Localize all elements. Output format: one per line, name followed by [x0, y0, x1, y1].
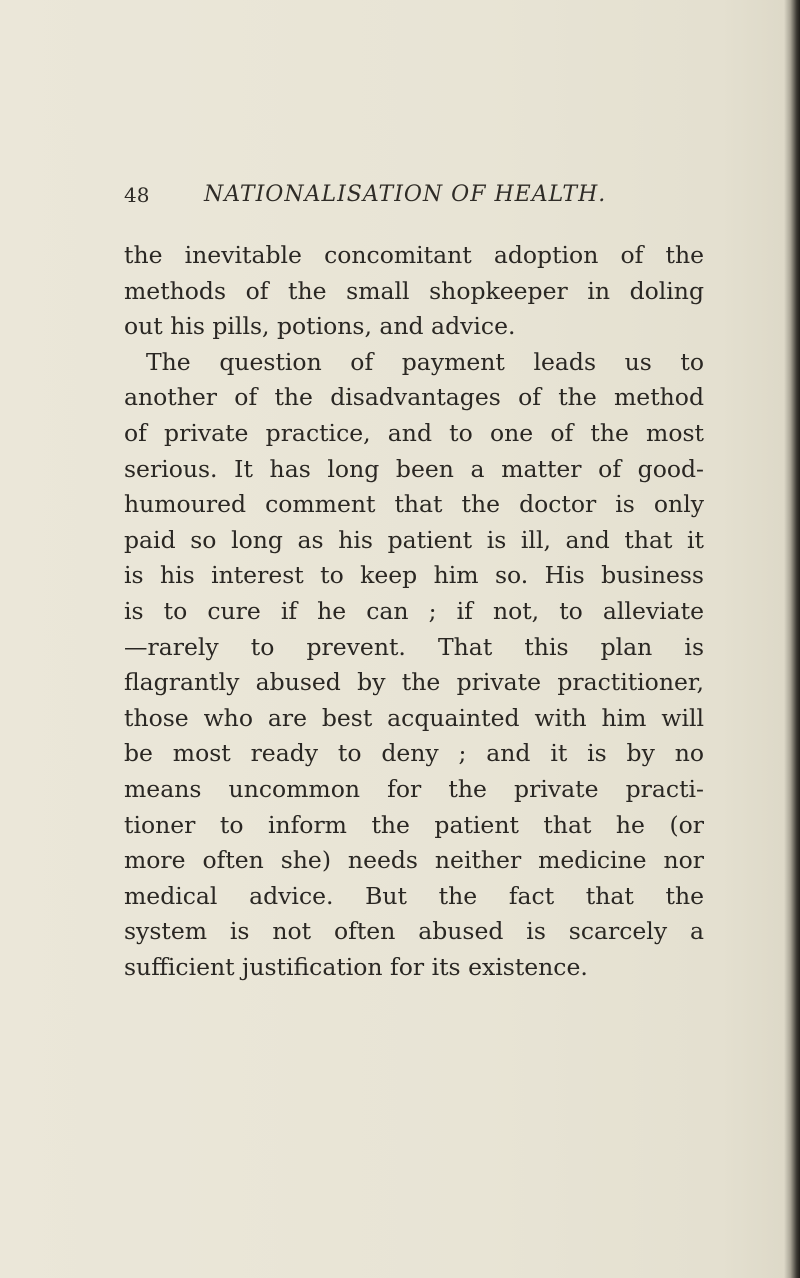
- text-line: paid so long as his patient is ill, and that it: [124, 525, 704, 554]
- running-head: [124, 180, 684, 210]
- text-line: those who are best acquainted with him will: [124, 703, 704, 732]
- text-line: be most ready to deny ; and it is by no: [124, 739, 704, 768]
- text-line: is to cure if he can ; if not, to alleviate: [124, 596, 704, 625]
- page-number: 48: [124, 183, 150, 207]
- text-line: humoured comment that the doctor is only: [124, 490, 704, 519]
- running-title: NATIONALISATION OF HEALTH.: [204, 182, 607, 207]
- text-line: is his interest to keep him so. His business: [124, 561, 704, 590]
- paragraph: [124, 345, 704, 986]
- text-line: the inevitable concomitant adoption of the: [124, 241, 704, 269]
- text-line: out his pills, potions, and advice.: [124, 312, 516, 341]
- text-line: of private practice, and to one of the most: [124, 418, 704, 447]
- page-binding-edge: [784, 0, 800, 1278]
- text-line: The question of payment leads us to: [146, 347, 704, 376]
- paragraph: [124, 238, 704, 345]
- text-line: —rarely to prevent. That this plan is: [124, 632, 704, 661]
- text-line: medical advice. But the fact that the: [124, 881, 704, 910]
- text-line: sufficient justification for its existence.: [124, 952, 588, 981]
- text-line: flagrantly abused by the private practitioner,: [124, 668, 704, 697]
- text-line: serious. It has long been a matter of good-: [124, 454, 704, 483]
- text-line: more often she) needs neither medicine nor: [124, 846, 704, 875]
- text-line: another of the disadvantages of the method: [124, 383, 704, 412]
- text-line: tioner to inform the patient that he (or: [124, 810, 704, 839]
- text-line: means uncommon for the private practi-: [124, 774, 704, 803]
- text-line: methods of the small shopkeeper in doling: [124, 276, 704, 305]
- text-line: system is not often abused is scarcely a: [124, 917, 704, 946]
- body-text: [124, 238, 704, 985]
